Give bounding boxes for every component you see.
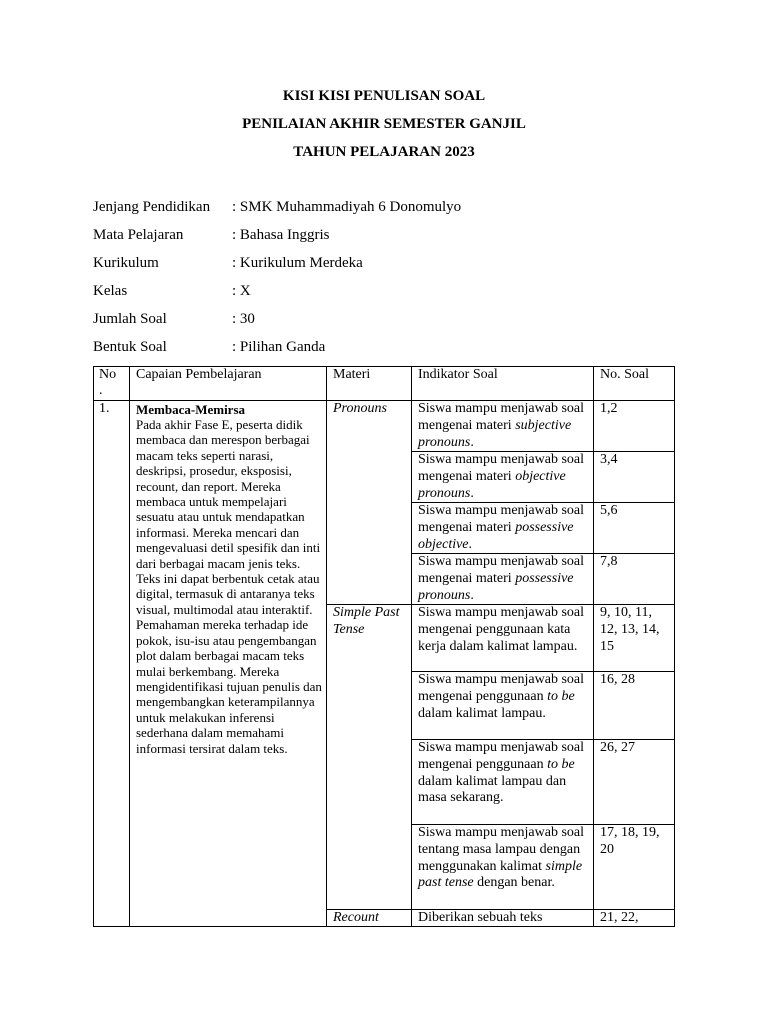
materi-label: Pronouns: [333, 401, 387, 416]
info-label: Jenjang Pendidikan: [93, 199, 211, 215]
indikator-term: possessive objective: [418, 519, 574, 552]
indikator-suffix: .: [470, 587, 474, 603]
capaian-title: Membaca-Memirsa: [136, 402, 246, 417]
header-capaian: Capaian Pembelajaran: [136, 367, 262, 382]
indikator-cell: [418, 401, 590, 451]
indikator-cell: [418, 452, 590, 502]
info-value: : Bahasa Inggris: [232, 227, 330, 243]
info-label: Kurikulum: [93, 255, 159, 271]
materi-label: Recount: [333, 910, 379, 925]
capaian-body: Pada akhir Fase E, peserta didik membaca dan merespon berbagai macam teks seperti narasi, deskripsi, prosedur, eksposisi, recount, dan report. Mereka membaca untuk mempelajari sesuatu atau untuk mendapatkan informasi. Mereka mencari dan mengevaluasi detil spesifik dan inti dari berbagai macam jenis teks. Teks ini dapat berbentuk cetak atau digital, termasuk di antaranya teks visual, multimodal atau interaktif. Pemahaman mereka terhadap ide pokok, isu-isu atau pengembangan plot dalam berbagai macam teks mulai berkembang. Mereka mengidentifikasi tujuan penulis dan mengembangkan keterampilannya untuk melakukan inferensi sederhana dalam memahami informasi tersirat dalam teks.: [136, 417, 322, 756]
no-soal-cell: 7,8: [600, 554, 618, 569]
materi-label: Simple Past Tense: [333, 605, 400, 637]
indikator-term: objective pronouns: [418, 468, 566, 501]
header-materi: Materi: [333, 367, 371, 382]
no-soal-cell: 5,6: [600, 503, 618, 518]
indikator-term: subjective pronouns: [418, 417, 572, 450]
info-label: Kelas: [93, 283, 128, 299]
header-no: No .: [99, 367, 117, 398]
kisi-kisi-table: [93, 366, 675, 927]
indikator-suffix: .: [470, 485, 474, 501]
header-no-soal: No. Soal: [600, 367, 649, 382]
info-value: : SMK Muhammadiyah 6 Donomulyo: [232, 199, 462, 215]
info-value: : X: [232, 283, 251, 299]
indikator-term: to be: [547, 756, 575, 772]
no-soal-cell: 3,4: [600, 452, 618, 467]
info-label: Jumlah Soal: [93, 311, 167, 327]
indikator-cell: [418, 605, 590, 655]
indikator-cell: [418, 825, 590, 892]
indikator-text: Siswa mampu menjawab soal mengenai materi: [418, 401, 585, 433]
indikator-text: Siswa mampu menjawab soal mengenai penggunaan: [418, 672, 585, 704]
info-value: : Kurikulum Merdeka: [232, 255, 363, 271]
indikator-term: simple past tense: [418, 858, 583, 891]
indikator-text: Siswa mampu menjawab soal mengenai penggunaan: [418, 740, 585, 772]
document-title: KISI KISI PENULISAN SOAL: [282, 88, 486, 104]
table-border: [326, 366, 327, 927]
document-subtitle: PENILAIAN AKHIR SEMESTER GANJIL: [242, 116, 526, 132]
info-value: : 30: [232, 311, 255, 327]
indikator-text: Siswa mampu menjawab soal mengenai penggunaan kata kerja dalam kalimat lampau.: [418, 605, 585, 654]
indikator-suffix: dengan benar.: [473, 875, 555, 891]
indikator-suffix: .: [468, 536, 473, 552]
header-indikator: Indikator Soal: [418, 367, 498, 382]
indikator-cell: [418, 910, 590, 927]
materi-recount: [333, 910, 409, 927]
indikator-term: to be: [547, 688, 575, 704]
no-soal-cell: 17, 18, 19, 20: [600, 825, 660, 857]
capaian-cell: [136, 402, 324, 756]
info-label: Bentuk Soal: [93, 339, 167, 355]
no-soal-cell: 1,2: [600, 401, 618, 416]
no-soal-cell: 26, 27: [600, 740, 635, 755]
indikator-cell: [418, 740, 590, 807]
indikator-cell: [418, 672, 590, 722]
materi-simple-past: [333, 605, 409, 639]
row-number: 1.: [99, 401, 110, 416]
table-border: [93, 366, 94, 927]
no-soal-cell: 16, 28: [600, 672, 635, 687]
indikator-suffix: dalam kalimat lampau dan masa sekarang.: [418, 773, 567, 806]
indikator-text: Siswa mampu menjawab soal mengenai materi: [418, 452, 585, 484]
table-border: [129, 366, 130, 927]
indikator-suffix: dalam kalimat lampau.: [418, 705, 546, 721]
document-year: TAHUN PELAJARAN 2023: [293, 144, 475, 160]
no-soal-cell: 21, 22,: [600, 910, 639, 925]
indikator-term: possessive pronouns: [418, 570, 574, 603]
indikator-cell: [418, 503, 590, 553]
no-soal-cell: 9, 10, 11, 12, 13, 14, 15: [600, 605, 660, 654]
indikator-text: Siswa mampu menjawab soal tentang masa lampau dengan menggunakan kalimat: [418, 825, 585, 874]
indikator-cell: [418, 554, 590, 604]
indikator-text: Siswa mampu menjawab soal mengenai materi: [418, 503, 585, 535]
info-label: Mata Pelajaran: [93, 227, 184, 243]
materi-pronouns: [333, 401, 409, 418]
indikator-suffix: .: [470, 434, 474, 450]
indikator-text: Diberikan sebuah teks: [418, 910, 543, 925]
indikator-text: Siswa mampu menjawab soal mengenai materi: [418, 554, 585, 586]
info-value: : Pilihan Ganda: [232, 339, 326, 355]
